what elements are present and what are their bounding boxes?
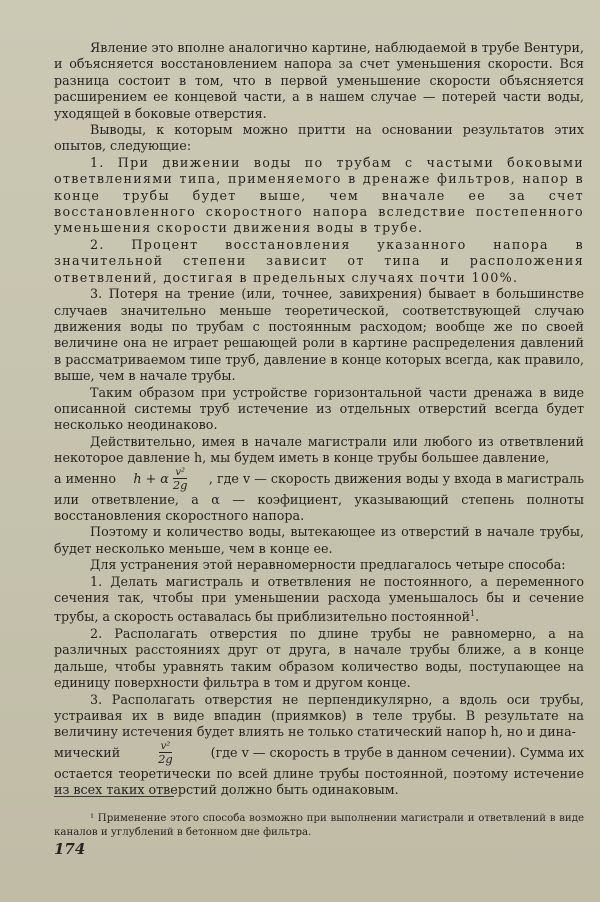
method-3: 3. Располагать отверстия не перпендикулярно, а вдоль оси трубы, устраивая их в виде впадин (приямков) в теле трубы. В результате на величину истечения будет влиять не только статический напор h, но и дина- (54, 691, 584, 740)
paragraph-venturi: Явление это вполне аналогично картине, наблюдаемой в трубе Вентури, и объясняется восстановлением напора за счет уменьшения скорости. Вся разница состоит в том, что в первой уменьшение скорости объясняется расширением ее концевой части, а в нашем случае — потерей части воды, уходящей в боковые отверстия. (54, 40, 584, 121)
conclusion-1: 1. При движении воды по трубам с частыми боковыми ответвлениями типа, применяемого в дренаже фильтров, напор в конце трубы будет выше, чем вначале ее за счет восстановленного скоростного напора вследствие постепенного уменьшения скорости движения воды в трубе. (54, 154, 584, 236)
formula-fraction (173, 467, 188, 492)
formula2-fraction (158, 741, 173, 766)
paragraph-constant-sum: остается теоретически по всей длине трубы постоянной, поэтому истечение из всех таких отверстий должно быть одинаковым. (54, 765, 584, 798)
formula-left: h + α (133, 470, 169, 486)
main-text (54, 40, 584, 799)
fraction-denominator: 2g (172, 477, 188, 492)
conclusion-2: 2. Процент восстановления указанного напора в значительной степени зависит от типа и расположения ответвлений, достигая в предельных случаях почти 100%. (54, 236, 584, 285)
fraction2-denominator: 2g (158, 751, 173, 766)
paragraph-four-methods: Для устранения этой неравномерности предлагалось четыре способа: (90, 557, 566, 573)
fraction-numerator: v² (175, 466, 185, 478)
paragraph-less-water: Поэтому и количество воды, вытекающее из отверстий в начале трубы, будет несколько меньше, чем в конце ее. (54, 524, 584, 556)
method-2: 2. Располагать отверстия по длине трубы не равномерно, а на различных расстояниях друг от друга, в начале трубы ближе, а в конце дальше, чтобы уравнять таким образом количество воды, поступающее на единицу поверхности фильтра в том и другом конце. (54, 626, 584, 691)
footnote: ¹ Применение этого способа возможно при выполнении магистрали и ответвлений в виде каналов и углублений в бетонном дне фильтра. (54, 813, 584, 838)
method-1-text: 1. Делать магистраль и ответвления не постоянного, а переменного сечения так, чтобы при уменьшении расхода уменьшалось бы и сечение трубы, а скорость оставалась бы приблизительно постоянной (54, 573, 584, 625)
conclusion-3: 3. Потеря на трение (или, точнее, завихрения) бывает в большинстве случаев значительно меньше теоретической, соответствующей случаю движения воды по трубам с постоянным расходом; вообще же по своей величине она не играет решающей роли в картине распределения давлений в рассматриваемом типе труб, давление в конце которых всегда, как правило, выше, чем в начале трубы. (54, 286, 584, 384)
footnote-divider (54, 796, 174, 797)
paragraph-coefficient: или ответвление, а α — коэфициент, указывающий степень полноты восстановления скоростного напора. (54, 491, 584, 523)
formula2-lead: мический (54, 745, 121, 761)
paragraph-outflow: Таким образом при устройстве горизонтальной части дренажа в виде описанной системы труб истечение из отдельных отверстий всегда будет несколько неодинаково. (54, 384, 584, 433)
paragraph-conclusions-intro: Выводы, к которым можно притти на основании результатов этих опытов, следующие: (54, 122, 584, 154)
footnote-reference: 1 (470, 609, 476, 619)
fraction2-numerator: v² (160, 740, 171, 752)
formula-pressure-line (54, 467, 584, 492)
formula-tail: , где v — скорость движения воды у входа в магистраль (208, 470, 584, 486)
formula-dynamic-line (54, 741, 584, 766)
method-1: 1. Делать магистраль и ответвления не постоянного, а переменного сечения так, чтобы при уменьшении расхода уменьшалось бы и сечение трубы, а скорость оставалась бы приблизительно постоянной$^1$. (54, 573, 584, 625)
page-number: 174 (54, 840, 86, 858)
formula-lead: а именно (54, 470, 116, 486)
formula2-tail: (где v — скорость в трубе в данном сечении). Сумма их (210, 745, 584, 761)
formula-expression (133, 467, 191, 492)
paragraph-pressure: Действительно, имея в начале магистрали или любого из ответвлений некоторое давление h, мы будем иметь в конце трубы большее давление, (54, 433, 584, 466)
